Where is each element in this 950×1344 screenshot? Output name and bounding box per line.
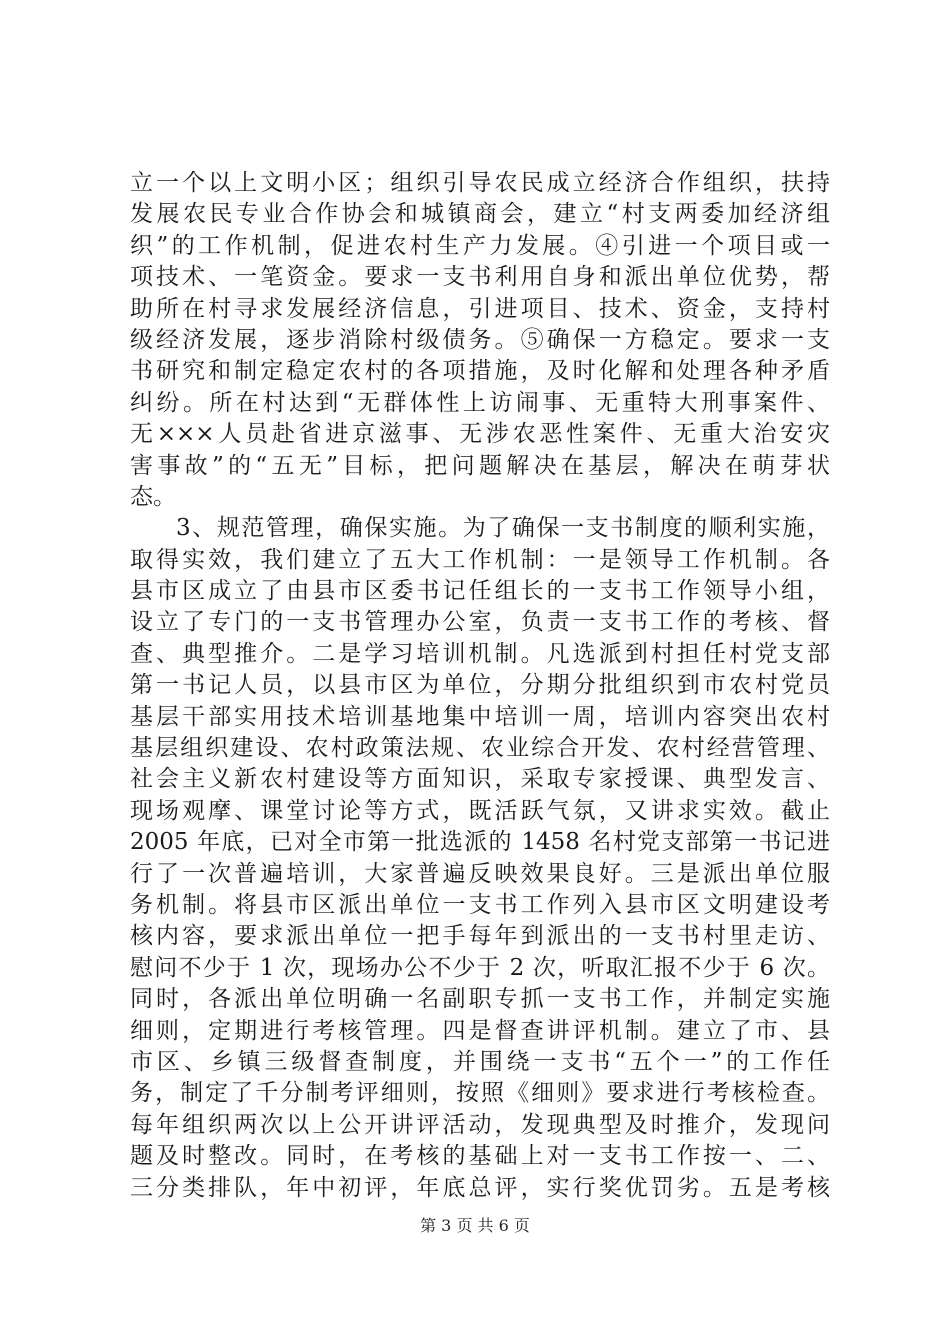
text-line: 三分类排队，年中初评，年底总评，实行奖优罚劣。五是考核 [130,1174,830,1201]
section-heading-line: 3、规范管理，确保实施。为了确保一支书制度的顺利实施， [176,515,830,542]
text-line: 每年组织两次以上公开讲评活动，发现典型及时推介，发现问 [130,1111,830,1138]
text-line: 取得实效，我们建立了五大工作机制：一是领导工作机制。各 [130,546,830,573]
text-line: 现场观摩、课堂讨论等方式，既活跃气氛，又讲求实效。截止 [130,797,830,824]
text-line: 书研究和制定稳定农村的各项措施，及时化解和处理各种矛盾 [130,358,830,385]
text-line: 态。 [130,483,176,510]
text-line: 市区、乡镇三级督查制度，并围绕一支书“五个一”的工作任 [130,1048,830,1075]
text-line: 害事故”的“五无”目标，把问题解决在基层，解决在萌芽状 [130,452,830,479]
text-line: 设立了专门的一支书管理办公室，负责一支书工作的考核、督 [130,609,830,636]
text-line: 社会主义新农村建设等方面知识，采取专家授课、典型发言、 [130,766,830,793]
page-number-footer: 第 3 页 共 6 页 [420,1216,530,1235]
text-line: 核内容，要求派出单位一把手每年到派出的一支书村里走访、 [130,923,830,950]
text-line: 细则，定期进行考核管理。四是督查讲评机制。建立了市、县 [130,1017,830,1044]
text-line: 基层干部实用技术培训基地集中培训一周，培训内容突出农村 [130,703,830,730]
text-line: 县市区成立了由县市区委书记任组长的一支书工作领导小组， [130,578,830,605]
text-line: 2005 年底，已对全市第一批选派的 1458 名村党支部第一书记进 [130,829,830,856]
text-line: 发展农民专业合作协会和城镇商会，建立“村支两委加经济组 [130,201,830,228]
text-line: 级经济发展，逐步消除村级债务。⑤确保一方稳定。要求一支 [130,326,830,353]
text-line: 务，制定了千分制考评细则，按照《细则》要求进行考核检查。 [130,1080,830,1107]
text-line: 无×××人员赴省进京滋事、无涉农恶性案件、无重大治安灾 [130,421,830,448]
text-line: 基层组织建设、农村政策法规、农业综合开发、农村经营管理、 [130,735,830,762]
text-line: 行了一次普遍培训，大家普遍反映效果良好。三是派出单位服 [130,860,830,887]
text-line: 务机制。将县市区派出单位一支书工作列入县市区文明建设考 [130,891,830,918]
text-line: 项技术、一笔资金。要求一支书利用自身和派出单位优势，帮 [130,264,830,291]
text-line: 织”的工作机制，促进农村生产力发展。④引进一个项目或一 [130,232,830,259]
text-line: 查、典型推介。二是学习培训机制。凡选派到村担任村党支部 [130,640,830,667]
text-line: 慰问不少于 1 次，现场办公不少于 2 次，听取汇报不少于 6 次。 [130,954,830,981]
document-body [130,168,830,1204]
text-line: 立一个以上文明小区；组织引导农民成立经济合作组织，扶持 [130,170,830,196]
text-line: 题及时整改。同时，在考核的基础上对一支书工作按一、二、 [130,1143,830,1170]
text-line: 纠纷。所在村达到“无群体性上访闹事、无重特大刑事案件、 [130,389,830,416]
text-line: 同时，各派出单位明确一名副职专抓一支书工作，并制定实施 [130,986,830,1013]
text-line: 助所在村寻求发展经济信息，引进项目、技术、资金，支持村 [130,295,830,322]
text-line: 第一书记人员，以县市区为单位，分期分批组织到市农村党员 [130,672,830,699]
